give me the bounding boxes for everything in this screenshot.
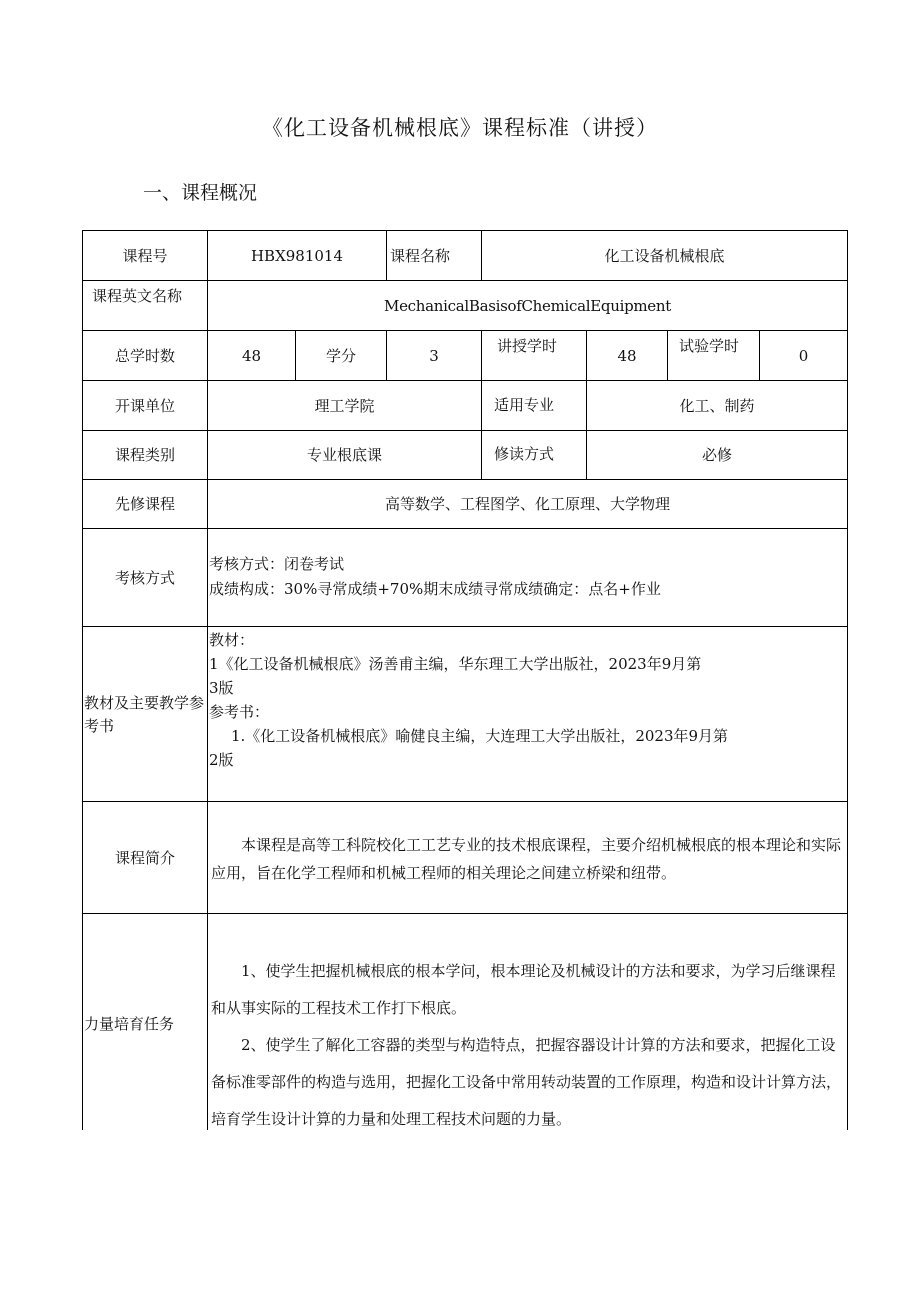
textbook-content [209, 628, 845, 772]
tasks-content [211, 953, 843, 1138]
course-number-value: HBX981014 [250, 246, 344, 265]
study-mode-value: 必修 [701, 446, 732, 464]
english-name-value: MechanicalBasisofChemicalEquipment [384, 296, 671, 315]
textbook-item-1-edition: 3版 [209, 679, 234, 697]
assessment-content [209, 552, 845, 602]
major-label: 适用专业 [494, 396, 555, 414]
textbook-label: 教材及主要教学参考书 [84, 694, 205, 735]
assessment-label: 考核方式 [114, 568, 175, 587]
reference-heading: 参考书： [209, 703, 270, 721]
lecture-hours-value: 48 [617, 346, 637, 365]
lecture-hours-label: 讲授学时 [497, 337, 558, 355]
major-value: 化工、制药 [679, 396, 755, 415]
task-2: 2、使学生了解化工容器的类型与构造特点，把握容器设计计算的方法和要求，把握化工设备标准零部件的构造与选用，把握化工设备中常用转动装置的工作原理，构造和设计计算方法，培育学生设计计算的力量和处理工程技术问题的力量。 [211, 1036, 842, 1128]
department-label: 开课单位 [114, 396, 175, 415]
reference-item-1: 1.《化工设备机械根底》喻健良主编，大连理工大学出版社，2023年9月第 [231, 727, 729, 745]
document-title: 《化工设备机械根底》课程标准（讲授） [262, 116, 658, 140]
reference-item-1-edition: 2版 [209, 751, 234, 769]
total-hours-label: 总学时数 [114, 346, 175, 365]
section-heading: 一、课程概况 [143, 182, 258, 204]
category-label: 课程类别 [114, 446, 175, 464]
textbook-item-1: 1《化工设备机械根底》汤善甫主编，华东理工大学出版社，2023年9月第 [209, 655, 702, 673]
course-name-value: 化工设备机械根底 [604, 246, 725, 265]
course-name-label: 课程名称 [390, 247, 451, 265]
lab-hours-label: 试验学时 [679, 337, 740, 355]
assessment-method: 考核方式：闭卷考试 [209, 555, 345, 573]
course-number-label: 课程号 [122, 246, 168, 265]
department-value: 理工学院 [314, 396, 375, 415]
credits-label: 学分 [325, 346, 356, 365]
total-hours-value: 48 [241, 346, 262, 365]
category-value: 专业根底课 [306, 446, 382, 464]
prerequisites-value: 高等数学、工程图学、化工原理、大学物理 [384, 495, 670, 513]
task-1: 1、使学生把握机械根底的根本学问，根本理论及机械设计的方法和要求，为学习后继课程和从事实际的工程技术工作打下根底。 [211, 962, 836, 1017]
study-mode-label: 修读方式 [494, 445, 555, 463]
textbook-heading: 教材： [209, 631, 255, 649]
grade-composition: 成绩构成：30%寻常成绩+70%期末成绩寻常成绩确定：点名+作业 [209, 580, 661, 598]
credits-value: 3 [429, 346, 439, 365]
lab-hours-value: 0 [798, 346, 809, 365]
intro-text: 本课程是高等工科院校化工工艺专业的技术根底课程，主要介绍机械根底的根本理论和实际应用，旨在化学工程师和机械工程师的相关理论之间建立桥梁和纽带。 [211, 836, 842, 882]
prerequisites-label: 先修课程 [114, 495, 175, 513]
intro-label: 课程简介 [114, 848, 175, 867]
english-name-label: 课程英文名称 [92, 287, 183, 305]
tasks-label: 力量培育任务 [84, 1015, 175, 1033]
